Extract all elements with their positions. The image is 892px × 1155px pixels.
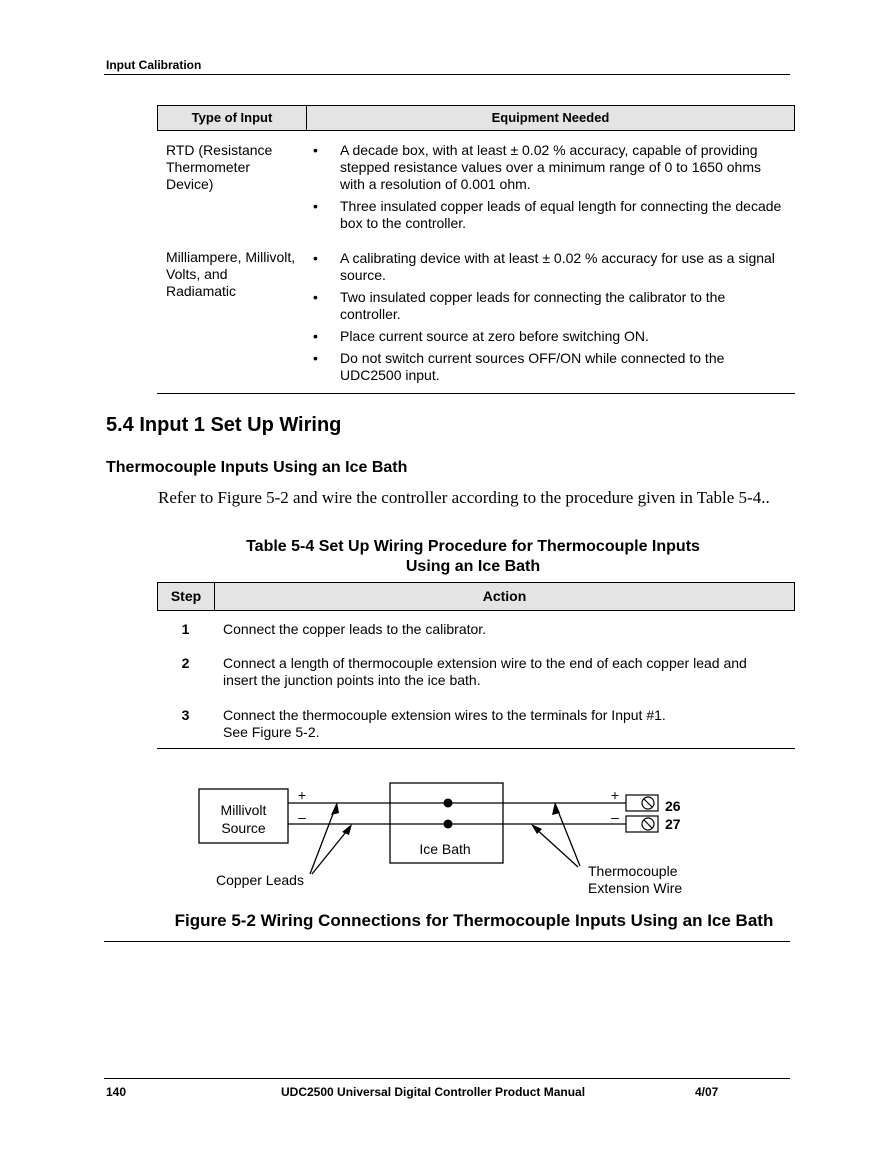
- terminal-27-label: 27: [665, 816, 681, 832]
- terminal-block: [626, 795, 658, 832]
- ice-bath-label: Ice Bath: [419, 841, 471, 857]
- junction-dot: [444, 799, 453, 808]
- step-number: 2: [181, 655, 190, 671]
- step-number: 1: [181, 621, 190, 637]
- step-number: 3: [181, 707, 190, 723]
- extension-wire-label-line2: Extension Wire: [588, 880, 683, 896]
- column-header-equipment: Equipment Needed: [491, 110, 610, 125]
- step-action-line2: See Figure 5-2.: [223, 724, 320, 740]
- page-number: 140: [106, 1085, 127, 1099]
- running-header: Input Calibration: [106, 58, 202, 72]
- figure-caption: Figure 5-2 Wiring Connections for Thermocouple Inputs Using an Ice Bath: [174, 911, 774, 930]
- equipment-item: • Two insulated copper leads for connecting the calibrator to the controller.: [313, 289, 783, 323]
- source-label-line2: Source: [221, 820, 266, 836]
- copper-leads-label: Copper Leads: [216, 872, 304, 888]
- plus-sign: +: [610, 787, 620, 803]
- step-action-line1: Connect the thermocouple extension wires to the terminals for Input #1.: [223, 707, 666, 723]
- equipment-item: • A decade box, with at least ± 0.02 % accuracy, capable of providing stepped resistance values over a minimum range of 0 to 1650 ohms with a resolution of 0.001 ohm.: [313, 142, 783, 193]
- plus-sign: +: [297, 787, 307, 803]
- table-caption-line1: Table 5-4 Set Up Wiring Procedure for Thermocouple Inputs: [246, 538, 700, 555]
- minus-sign: –: [611, 809, 619, 825]
- source-label-line1: Millivolt: [220, 802, 267, 818]
- section-title: 5.4 Input 1 Set Up Wiring: [106, 414, 342, 436]
- table-caption-line2: Using an Ice Bath: [405, 558, 541, 575]
- footer-rule: [104, 1078, 790, 1079]
- column-header-step: Step: [158, 583, 215, 610]
- equipment-item: • Do not switch current sources OFF/ON while connected to the UDC2500 input.: [313, 350, 783, 384]
- junction-dot: [444, 820, 453, 829]
- column-header-type: Type of Input: [158, 106, 307, 130]
- minus-sign: –: [298, 809, 306, 825]
- footer-title: UDC2500 Universal Digital Controller Product Manual: [281, 1085, 586, 1099]
- body-paragraph: Refer to Figure 5-2 and wire the controller according to the procedure given in Table 5-4..: [158, 488, 770, 507]
- extension-wire-label-line1: Thermocouple: [588, 863, 678, 879]
- equipment-item: • Three insulated copper leads of equal length for connecting the decade box to the controller.: [313, 198, 783, 232]
- terminal-26-label: 26: [665, 798, 681, 814]
- figure-bottom-rule: [104, 941, 790, 942]
- equipment-item: • A calibrating device with at least ± 0.02 % accuracy for use as a signal source.: [313, 250, 783, 284]
- input-type-mv: Milliampere, Millivolt, Volts, and Radiamatic: [166, 249, 296, 299]
- step-action: Connect the copper leads to the calibrator.: [223, 621, 487, 637]
- input-type-rtd: RTD (Resistance Thermometer Device): [166, 142, 273, 192]
- footer-date: 4/07: [695, 1085, 719, 1099]
- subsection-title: Thermocouple Inputs Using an Ice Bath: [106, 459, 408, 476]
- column-header-action: Action: [482, 588, 527, 604]
- step-action: Connect a length of thermocouple extension wire to the end of each copper lead and insert the junction points into the ice bath.: [223, 655, 747, 688]
- equipment-item: • Place current source at zero before switching ON.: [313, 328, 783, 345]
